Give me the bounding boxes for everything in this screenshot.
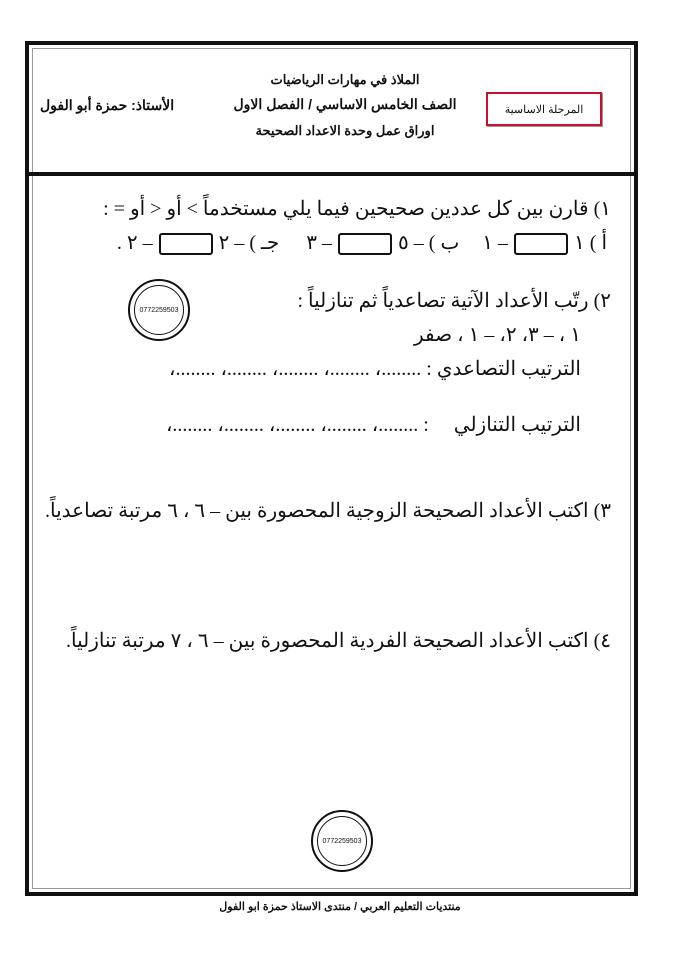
answer-box[interactable] (514, 233, 568, 255)
compare-row (117, 230, 607, 255)
question-number: ٤) (593, 630, 611, 652)
compare-item-b (301, 232, 459, 254)
question-number: ١) (593, 198, 611, 220)
descending-label: الترتيب التنازلي : (423, 414, 581, 436)
stamp (311, 810, 373, 872)
grade-line: الصف الخامس الاساسي / الفصل الاول (233, 96, 457, 112)
item-left: ١ (574, 232, 585, 254)
item-right: – ١ (482, 232, 509, 254)
answer-box[interactable] (338, 233, 392, 255)
header-divider (29, 172, 634, 176)
ascending-line (169, 356, 581, 381)
descending-blanks[interactable]: ........، ........، ........، ........، ........، (165, 414, 419, 436)
question-text: قارن بين كل عددين صحيحين فيما يلي مستخدماً > أو < أو = : (103, 198, 589, 220)
teacher-name: الأستاذ: حمزة أبو الفول (40, 97, 175, 113)
question-4 (66, 628, 611, 653)
footer-text: منتديات التعليم العربي / منتدى الاستاذ حمزة ابو الفول (219, 901, 461, 913)
item-right: – ٢ . (116, 232, 153, 254)
item-right: – ٣ (306, 232, 333, 254)
question-2 (297, 288, 611, 313)
worksheet-subtitle: اوراق عمل وحدة الاعداد الصحيحة (255, 123, 435, 138)
stage-badge: المرحلة الاساسية (486, 92, 602, 126)
stamp-phone: 0772259503 (139, 306, 179, 314)
question-1 (103, 196, 611, 221)
stamp-phone: 0772259503 (322, 837, 362, 845)
compare-item-c (117, 232, 279, 254)
page-frame (25, 41, 638, 896)
item-label: أ ) (589, 232, 607, 254)
item-label: جـ ) (249, 232, 280, 254)
ascending-label: الترتيب التصاعدي : (426, 358, 581, 380)
question-number: ٣) (593, 500, 611, 522)
ascending-blanks[interactable]: ........، ........، ........، ........، ........، (168, 358, 422, 380)
descending-line (166, 412, 581, 437)
answer-box[interactable] (159, 233, 213, 255)
question-3 (45, 498, 611, 523)
compare-item-a (477, 232, 607, 254)
numbers-list: ١ ، – ٣، ٢، – ١ ، صفر (414, 324, 581, 346)
question-text: اكتب الأعداد الصحيحة الزوجية المحصورة بين – ٦ ، ٦ مرتبة تصاعدياً. (45, 500, 589, 522)
question-text: اكتب الأعداد الصحيحة الفردية المحصورة بين – ٦ ، ٧ مرتبة تنازلياً. (66, 630, 589, 652)
item-label: ب ) (428, 232, 460, 254)
question-number: ٢) (593, 290, 611, 312)
question-text: رتّب الأعداد الآتية تصاعدياً ثم تنازلياً : (297, 290, 589, 312)
item-left: – ٥ (398, 232, 424, 254)
worksheet-title: الملاذ في مهارات الرياضيات (270, 72, 420, 87)
item-left: – ٢ (218, 232, 245, 254)
stamp (128, 279, 190, 341)
